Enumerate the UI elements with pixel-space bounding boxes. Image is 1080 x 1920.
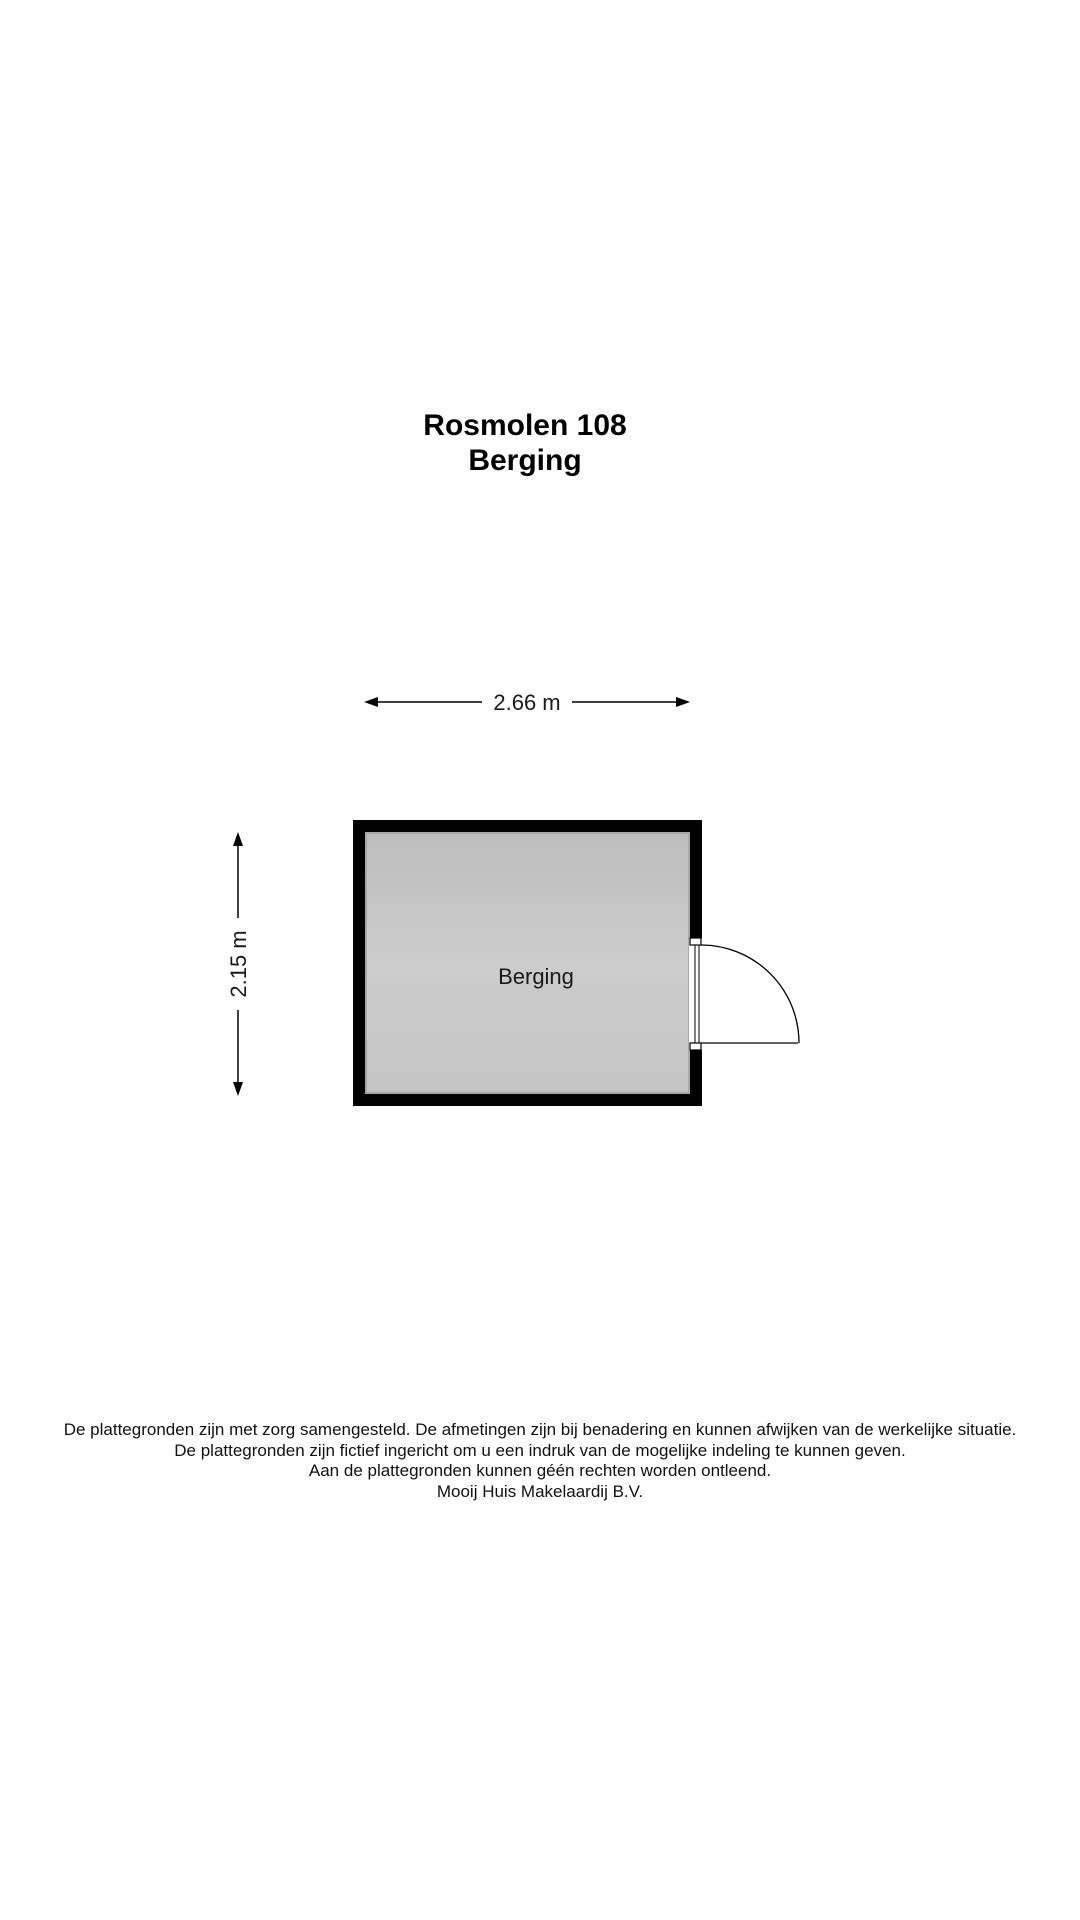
width-label: 2.66 m	[493, 690, 561, 715]
height-arrow-top-icon	[233, 832, 243, 846]
floor-title: Berging	[468, 444, 582, 477]
disclaimer-line: De plattegronden zijn met zorg samengesteld. De afmetingen zijn bij benadering en kunnen afwijken van de werkelijke situatie.	[63, 1420, 1017, 1439]
width-dimension	[364, 690, 690, 715]
disclaimer-line: De plattegronden zijn fictief ingericht om u een indruk van de mogelijke indeling te kunnen geven.	[174, 1440, 906, 1460]
width-arrow-left-icon	[364, 697, 378, 707]
disclaimer	[0, 1420, 1080, 1502]
disclaimer-line: Aan de plattegronden kunnen géén rechten worden ontleend.	[308, 1461, 772, 1480]
width-arrow-right-icon	[676, 697, 690, 707]
address-title: Rosmolen 108	[423, 409, 627, 442]
height-arrow-bottom-icon	[233, 1082, 243, 1096]
room-floor	[366, 833, 689, 1093]
door-frame-top	[690, 938, 701, 945]
door-frame-bottom	[690, 1043, 701, 1050]
company-name: Mooij Huis Makelaardij B.V.	[436, 1481, 644, 1501]
door-swing-arc	[701, 945, 799, 1043]
room	[353, 820, 799, 1106]
height-label: 2.15 m	[226, 930, 251, 998]
room-label: Berging	[498, 964, 574, 989]
height-dimension	[226, 832, 251, 1096]
